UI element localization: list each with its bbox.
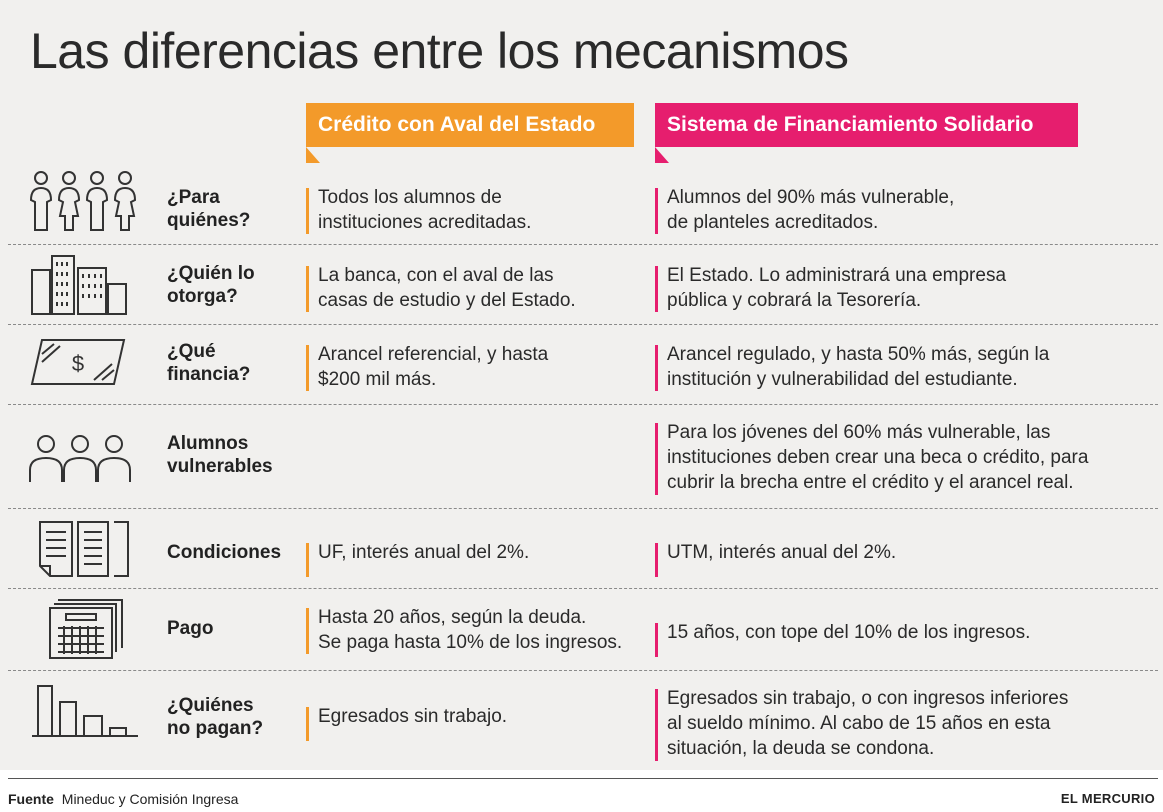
sfs-accent-bar: [655, 623, 658, 657]
row-label-line: otorga?: [167, 286, 238, 307]
source-credit: [8, 791, 238, 807]
row-label-line: quiénes?: [167, 210, 251, 231]
sfs-cell: [655, 185, 1155, 235]
cae-accent-bar: [306, 266, 309, 312]
row-label: [167, 340, 250, 386]
cell-line: Arancel regulado, y hasta 50% más, según la: [667, 344, 1050, 365]
sfs-cell: [655, 263, 1155, 313]
sfs-cell: [655, 686, 1155, 761]
row-divider: [8, 404, 1158, 405]
source-label: Fuente: [8, 791, 54, 807]
cell-line: Alumnos del 90% más vulnerable,: [667, 187, 955, 208]
row-label: [167, 186, 250, 232]
sfs-accent-bar: [655, 689, 658, 761]
row-label-line: Alumnos: [167, 433, 249, 454]
cae-cell: [306, 605, 651, 655]
sfs-accent-bar: [655, 266, 658, 312]
buildings-icon: [28, 252, 132, 318]
cae-accent-bar: [306, 345, 309, 391]
row-label: [167, 432, 273, 478]
row-label-line: Condiciones: [167, 542, 282, 563]
row-divider: [8, 588, 1158, 589]
cell-line: Para los jóvenes del 60% más vulnerable, las: [667, 422, 1051, 443]
cae-cell: [306, 185, 651, 235]
cell-line: casas de estudio y del Estado.: [318, 290, 576, 311]
row-label-line: no pagan?: [167, 718, 264, 739]
cae-cell: [306, 540, 651, 565]
cell-line: institución y vulnerabilidad del estudiante.: [667, 369, 1018, 390]
cell-line: instituciones acreditadas.: [318, 212, 532, 233]
sfs-accent-bar: [655, 423, 658, 495]
students-icon: [28, 434, 132, 484]
row-divider: [8, 508, 1158, 509]
cell-line: al sueldo mínimo. Al cabo de 15 años en esta: [667, 713, 1051, 734]
cell-line: 15 años, con tope del 10% de los ingresos.: [667, 622, 1031, 643]
column-header-sfs: [655, 103, 1078, 147]
sfs-cell: [655, 620, 1155, 645]
cell-line: situación, la deuda se condona.: [667, 738, 935, 759]
row-label-line: ¿Qué: [167, 341, 216, 362]
row-label: [167, 541, 281, 564]
cae-cell: [306, 704, 651, 729]
documents-icon: [28, 520, 138, 578]
row-label-line: ¿Quién lo: [167, 263, 255, 284]
row-divider: [8, 670, 1158, 671]
cell-line: Hasta 20 años, según la deuda.: [318, 607, 587, 628]
cell-line: Todos los alumnos de: [318, 187, 502, 208]
column-header-cae: [306, 103, 634, 147]
declining-bars-icon: [28, 684, 140, 738]
people-group-icon: [28, 170, 138, 236]
footer-rule: [8, 778, 1158, 779]
svg-text:$: $: [71, 351, 85, 376]
row-divider: [8, 324, 1158, 325]
sfs-cell: [655, 540, 1155, 565]
row-label-line: financia?: [167, 364, 251, 385]
cell-line: Egresados sin trabajo, o con ingresos inferiores: [667, 688, 1069, 709]
cae-cell: [306, 263, 651, 313]
column-header-cae-label: Crédito con Aval del Estado: [318, 113, 596, 136]
cae-accent-bar: [306, 188, 309, 234]
column-header-cae-pointer: [306, 147, 320, 163]
cell-line: Egresados sin trabajo.: [318, 706, 508, 727]
cell-line: $200 mil más.: [318, 369, 437, 390]
cell-line: El Estado. Lo administrará una empresa: [667, 265, 1007, 286]
row-label-line: Pago: [167, 618, 214, 639]
sfs-cell: [655, 342, 1155, 392]
cell-line: Arancel referencial, y hasta: [318, 344, 549, 365]
row-label: [167, 617, 213, 640]
cell-line: UF, interés anual del 2%.: [318, 542, 530, 563]
cell-line: UTM, interés anual del 2%.: [667, 542, 897, 563]
row-label: [167, 262, 255, 308]
cell-line: de planteles acreditados.: [667, 212, 879, 233]
banknote-icon: [28, 338, 128, 388]
cell-line: instituciones deben crear una beca o crédito, para: [667, 447, 1089, 468]
cell-line: Se paga hasta 10% de los ingresos.: [318, 632, 623, 653]
sfs-cell: [655, 420, 1155, 495]
cae-cell: [306, 342, 651, 392]
row-label-line: vulnerables: [167, 456, 273, 477]
cell-line: pública y cobrará la Tesorería.: [667, 290, 922, 311]
cae-accent-bar: [306, 707, 309, 741]
row-label-line: ¿Para: [167, 187, 220, 208]
column-header-sfs-label: Sistema de Financiamiento Solidario: [667, 113, 1034, 136]
cae-accent-bar: [306, 543, 309, 577]
cae-accent-bar: [306, 608, 309, 654]
row-label-line: ¿Quiénes: [167, 695, 254, 716]
page-title: Las diferencias entre los mecanismos: [30, 23, 849, 79]
row-label: [167, 694, 263, 740]
sfs-accent-bar: [655, 345, 658, 391]
calendar-icon: [28, 598, 128, 660]
sfs-accent-bar: [655, 543, 658, 577]
publisher-brand: EL MERCURIO: [1060, 791, 1155, 806]
cell-line: cubrir la brecha entre el crédito y el arancel real.: [667, 472, 1074, 493]
source-text: Mineduc y Comisión Ingresa: [61, 791, 239, 807]
column-header-sfs-pointer: [655, 147, 669, 163]
sfs-accent-bar: [655, 188, 658, 234]
cell-line: La banca, con el aval de las: [318, 265, 554, 286]
row-divider: [8, 244, 1158, 245]
